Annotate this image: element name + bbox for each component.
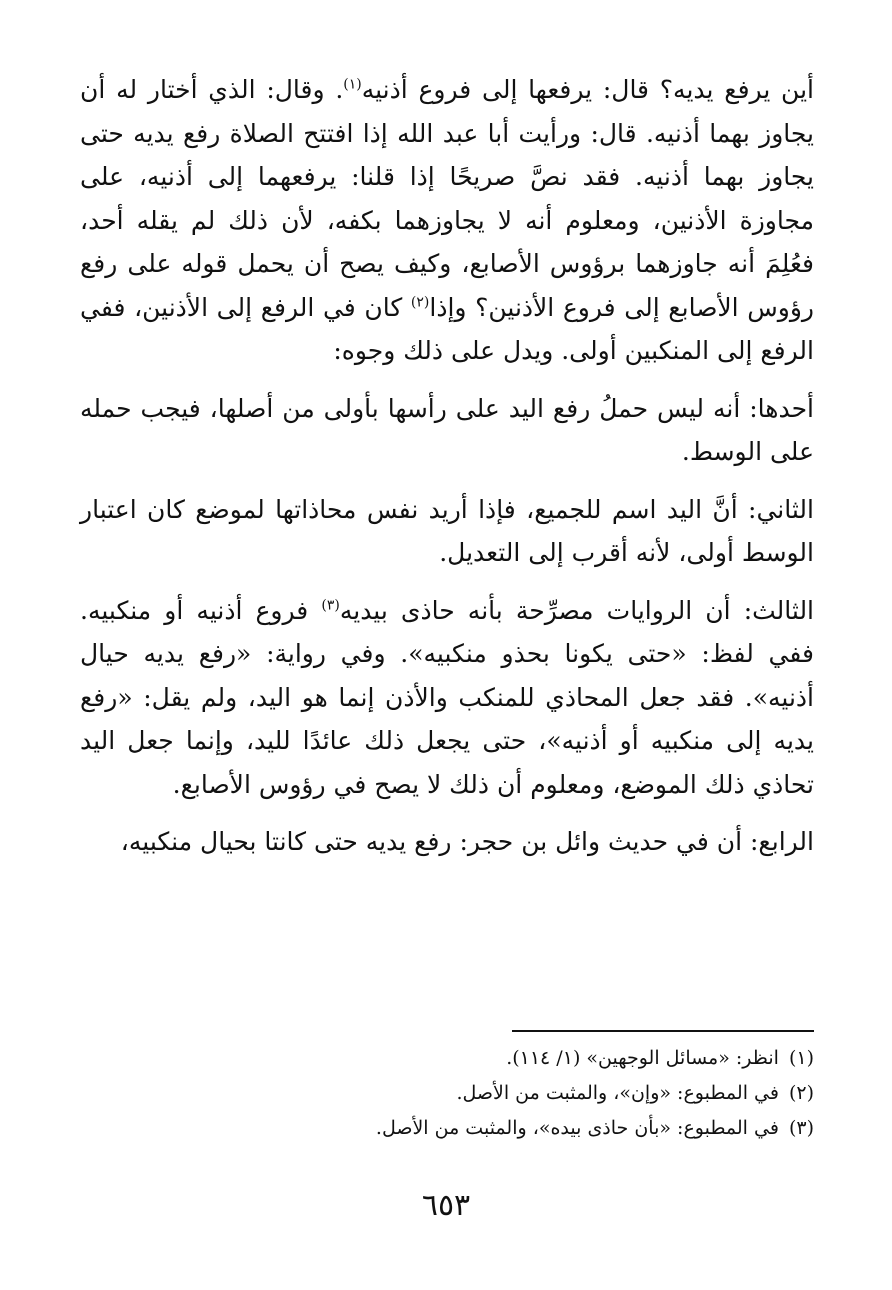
main-text	[80, 68, 814, 878]
paragraph-text: فروع أذنيه أو منكبيه. ففي لفظ: «حتى يكونا بحذو منكبيه». وفي رواية: «رفع يديه حيال أذنيه». فقد جعل المحاذي للمنكب والأذن إنما هو اليد، ولم يقل: «رفع يديه إلى منكبيه أو أذنيه»، حتى يجعل ذلك عائدًا لليد، وإنما جعل اليد تحاذي ذلك الموضع، ومعلوم أن ذلك لا يصح في رؤوس الأصابع.	[80, 595, 814, 799]
footnote-separator	[512, 1030, 814, 1032]
paragraph-text: أحدها: أنه ليس حملُ رفع اليد على رأسها بأولى من أصلها، فيجب حمله على الوسط.	[80, 393, 814, 466]
footnote-number: (٢)	[788, 1082, 814, 1104]
footnotes	[80, 1041, 814, 1146]
footnote-text: في المطبوع: «بأن حاذى بيده»، والمثبت من الأصل.	[375, 1117, 779, 1139]
paragraph-text: الثاني: أنَّ اليد اسم للجميع، فإذا أريد نفس محاذاتها لموضع كان اعتبار الوسط أولى، لأنه أقرب إلى التعديل.	[80, 494, 814, 567]
paragraph-p3	[80, 488, 814, 575]
paragraph-text: الثالث: أن الروايات مصرِّحة بأنه حاذى بيديه	[339, 595, 815, 625]
footnote	[80, 1076, 814, 1111]
paragraph-text: . وقال: الذي أختار له أن يجاوز بهما أذنيه. قال: ورأيت أبا عبد الله إذا افتتح الصلاة رفع يديه حتى يجاوز بهما أذنيه. فقد نصَّ صريحًا إذا قلنا: يرفعهما إلى أذنيه، على مجاوزة الأذنين، ومعلوم أنه لا يجاوزهما بكفه، لأن ذلك لم يقله أحد، فعُلِمَ أنه جاوزهما برؤوس الأصابع، وكيف يصح أن يحمل قوله على رفع رؤوس الأصابع إلى فروع الأذنين؟ وإذا	[80, 75, 815, 322]
footnote-marker: (١)	[343, 76, 362, 93]
footnote-number: (١)	[788, 1047, 814, 1069]
page-number: ٦٥٣	[421, 1188, 471, 1223]
footnote-marker: (٣)	[321, 597, 340, 614]
paragraph-p4	[80, 589, 814, 807]
footnote	[80, 1041, 814, 1076]
paragraph-text: أين يرفع يديه؟ قال: يرفعها إلى فروع أذنيه	[361, 75, 814, 104]
footnote-text: في المطبوع: «وإن»، والمثبت من الأصل.	[456, 1082, 779, 1104]
paragraph-text: الرابع: أن في حديث وائل بن حجر: رفع يديه حتى كانتا بحيال منكبيه،	[120, 827, 814, 856]
footnote-text: انظر: «مسائل الوجهين» (١/ ١١٤).	[506, 1047, 779, 1069]
paragraph-p1	[80, 68, 814, 373]
footnote-marker: (٢)	[410, 294, 430, 311]
footnote	[80, 1111, 814, 1146]
paragraph-p5	[80, 820, 814, 864]
paragraph-p2	[80, 387, 814, 474]
paragraph-text: كان في الرفع إلى الأذنين، ففي الرفع إلى المنكبين أولى. ويدل على ذلك وجوه:	[80, 292, 814, 365]
footnote-number: (٣)	[788, 1117, 814, 1139]
